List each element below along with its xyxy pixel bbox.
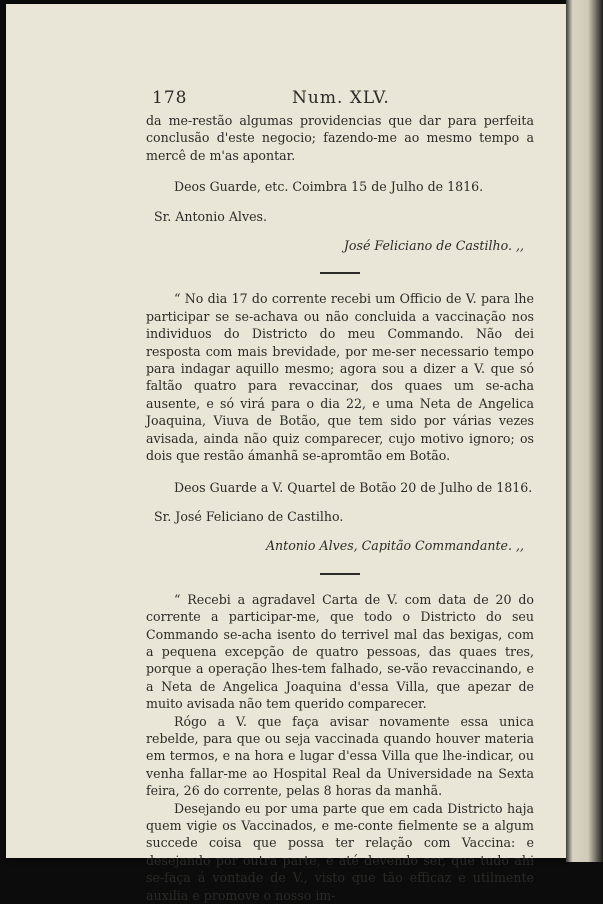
letter3-paragraph: Rógo a V. que faça avisar novamente essa unica rebelde, para que ou seja vaccinada quando houver materia em termos, e na hora e lugar d'essa Villa que lhe-indicar, ou venha fallar-me ao Hospital Real da Universidade na Sexta feira, 26 do corrente, pelas 8 horas da manhã. xyxy=(146,713,534,799)
book-page xyxy=(6,4,566,903)
running-title: Num. XLV. xyxy=(292,88,390,108)
page-number: 178 xyxy=(152,88,188,108)
page-header xyxy=(146,90,534,112)
letter2-closing: Deos Guarde a V. Quartel de Botão 20 de Julho de 1816. xyxy=(174,479,533,495)
page-edge xyxy=(566,0,603,862)
letter3-paragraph: Desejando eu por uma parte que em cada Districto haja quem vigie os Vaccinados, e me-conte fielmente se a algum succede coisa que possa ter relação com Vaccina: e desejando por outra parte, e até devendo ser, que tudo ahi se-faça á vontade de V., visto que tão efficaz e utilmente auxilia e promove o nosso im- xyxy=(146,800,534,903)
letter2-addressee: Sr. José Feliciano de Castilho. xyxy=(154,508,344,524)
letter1-continuation: da me-restão algumas providencias que dar para perfeita conclusão d'este negocio; fazendo-me ao mesmo tempo a mercê de m'as apontar. xyxy=(146,113,534,163)
letter2-signature: Antonio Alves, Capitão Commandante. ,, xyxy=(265,538,524,554)
letter2-body: “ No dia 17 do corrente recebi um Officio de V. para lhe participar se se-achava ou não concluida a vaccinação nos individuos do Districto do meu Commando. Não dei resposta com mais brevidade, por me-ser necessario tempo para indagar aquillo mesmo; agora sou a dizer a V. que só faltão quatro para revaccinar, dos quaes um se-acha ausente, e só virá para o dia 22, e uma Neta de Angelica Joaquina, Viuva de Botão, que tem sido por várias vezes avisada, ainda não quiz comparecer, cujo motivo ignoro; os dois que restão ámanhã se-apromtão em Botão. xyxy=(146,291,534,464)
page-text xyxy=(146,90,534,904)
section-divider xyxy=(320,573,360,575)
letter1-closing: Deos Guarde, etc. Coimbra 15 de Julho de 1816. xyxy=(174,179,484,195)
letter3-paragraph: “ Recebi a agradavel Carta de V. com data de 20 do corrente a participar-me, que todo o Districto do seu Commando se-acha isento do terrivel mal das bexigas, com a pequena excepção de quatro pessoas, das quaes tres, porque a operação lhes-tem falhado, se-vão revaccinando, e a Neta de Angelica Joaquina d'essa Villa, que apezar de muito avisada não tem querido comparecer. xyxy=(146,591,534,712)
section-divider xyxy=(320,272,360,274)
letter1-signature: José Feliciano de Castilho. ,, xyxy=(343,238,524,254)
letter1-addressee: Sr. Antonio Alves. xyxy=(154,208,267,224)
